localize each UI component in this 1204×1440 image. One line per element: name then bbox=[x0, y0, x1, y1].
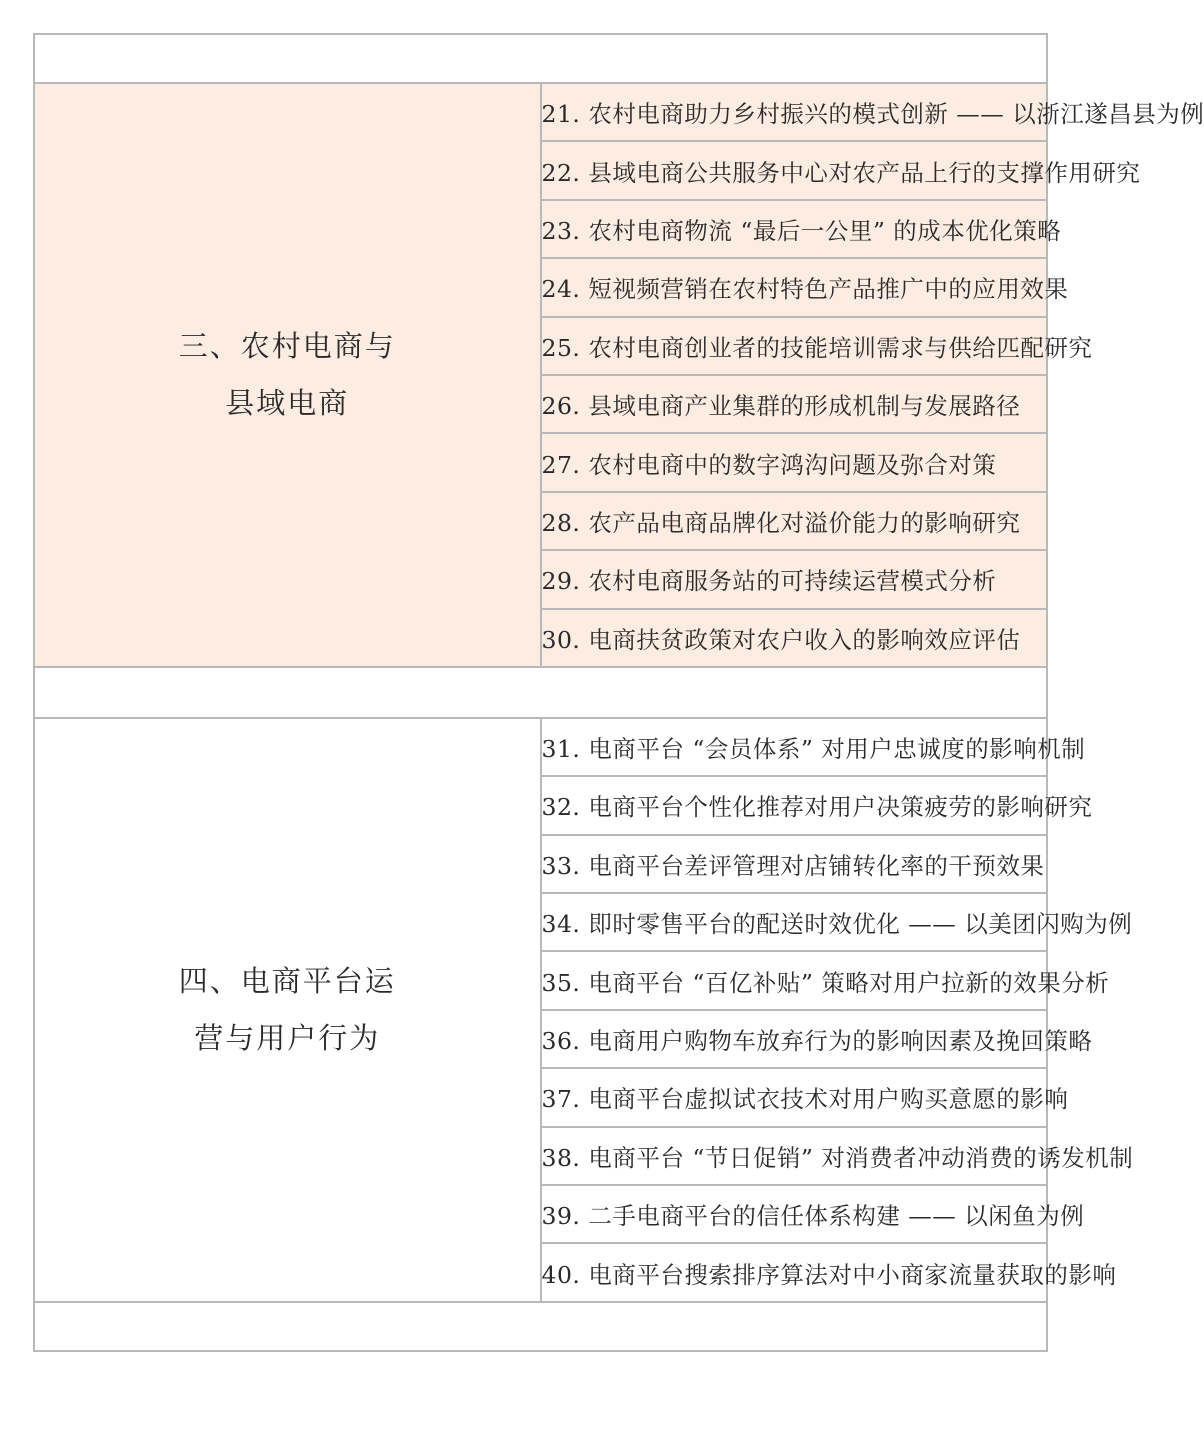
spacer-row-bottom bbox=[34, 1302, 1047, 1351]
topic-33: 33. 电商平台差评管理对店铺转化率的干预效果 bbox=[541, 835, 1048, 893]
spacer-cell bbox=[34, 667, 1047, 718]
spacer-cell bbox=[34, 34, 1047, 83]
category-title-line2: 县域电商 bbox=[225, 385, 350, 420]
topic-29: 29. 农村电商服务站的可持续运营模式分析 bbox=[541, 550, 1048, 608]
topic-40: 40. 电商平台搜索排序算法对中小商家流量获取的影响 bbox=[541, 1243, 1048, 1301]
topic-31: 31. 电商平台 “会员体系” 对用户忠诚度的影响机制 bbox=[541, 718, 1048, 776]
topics-table bbox=[33, 33, 1204, 1352]
topic-25: 25. 农村电商创业者的技能培训需求与供给匹配研究 bbox=[541, 317, 1048, 375]
category-title-line2: 营与用户行为 bbox=[194, 1020, 381, 1055]
topic-21: 21. 农村电商助力乡村振兴的模式创新 —— 以浙江遂昌县为例 bbox=[541, 83, 1048, 141]
topic-28: 28. 农产品电商品牌化对溢价能力的影响研究 bbox=[541, 492, 1048, 550]
topic-34: 34. 即时零售平台的配送时效优化 —— 以美团闪购为例 bbox=[541, 893, 1048, 951]
topic-30: 30. 电商扶贫政策对农户收入的影响效应评估 bbox=[541, 609, 1048, 667]
topic-39: 39. 二手电商平台的信任体系构建 —— 以闲鱼为例 bbox=[541, 1185, 1048, 1243]
category-cell-section-4 bbox=[34, 718, 541, 1302]
topics-table-body bbox=[34, 34, 1204, 1351]
spacer-row-middle bbox=[34, 667, 1047, 718]
topic-32: 32. 电商平台个性化推荐对用户决策疲劳的影响研究 bbox=[541, 776, 1048, 834]
topic-22: 22. 县域电商公共服务中心对农产品上行的支撑作用研究 bbox=[541, 141, 1048, 199]
topic-row bbox=[34, 83, 1047, 141]
topic-38: 38. 电商平台 “节日促销” 对消费者冲动消费的诱发机制 bbox=[541, 1127, 1048, 1185]
spacer-cell bbox=[34, 1302, 1047, 1351]
topic-23: 23. 农村电商物流 “最后一公里” 的成本优化策略 bbox=[541, 200, 1048, 258]
topic-26: 26. 县域电商产业集群的形成机制与发展路径 bbox=[541, 375, 1048, 433]
topic-row bbox=[34, 718, 1047, 776]
topic-35: 35. 电商平台 “百亿补贴” 策略对用户拉新的效果分析 bbox=[541, 951, 1048, 1009]
topic-24: 24. 短视频营销在农村特色产品推广中的应用效果 bbox=[541, 258, 1048, 316]
topic-36: 36. 电商用户购物车放弃行为的影响因素及挽回策略 bbox=[541, 1010, 1048, 1068]
spacer-row-top bbox=[34, 34, 1047, 83]
topic-27: 27. 农村电商中的数字鸿沟问题及弥合对策 bbox=[541, 433, 1048, 491]
category-title-line1: 四、电商平台运 bbox=[178, 963, 396, 998]
category-cell-section-3 bbox=[34, 83, 541, 667]
topic-37: 37. 电商平台虚拟试衣技术对用户购买意愿的影响 bbox=[541, 1068, 1048, 1126]
category-title-line1: 三、农村电商与 bbox=[178, 328, 396, 363]
